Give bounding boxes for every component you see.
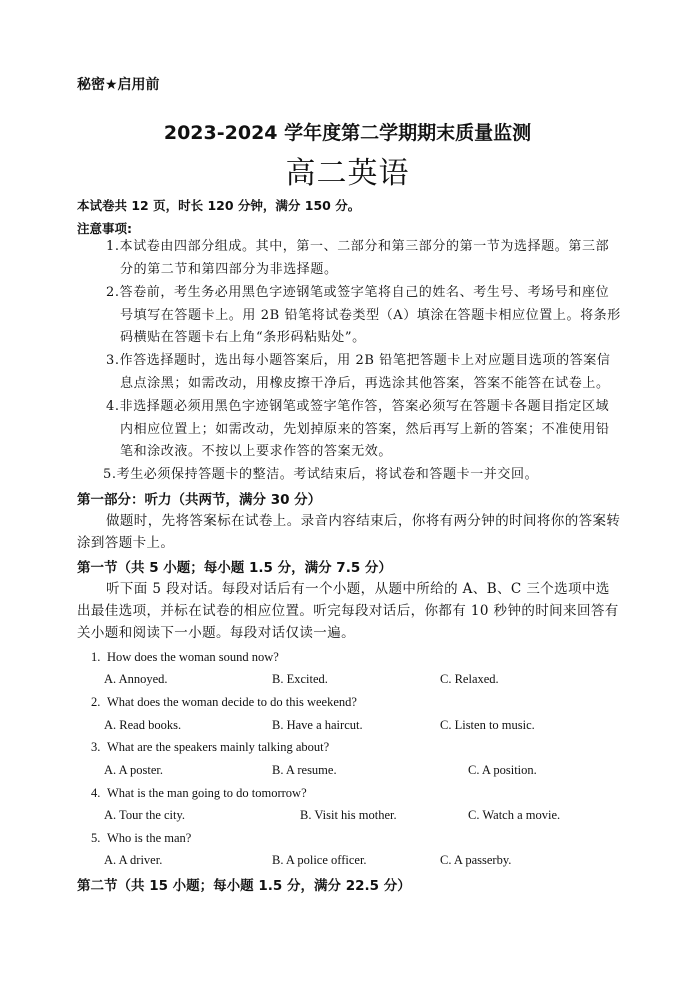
confidential-label: 秘密★启用前 (77, 77, 160, 93)
note-line: 2.答卷前，考生务必用黑色字迹钢笔或签字笔将自己的姓名、考生号、考场号和座位 (106, 285, 610, 300)
section2-heading: 第二节（共 15 小题；每小题 1.5 分，满分 22.5 分） (77, 878, 411, 894)
question-text: How does the woman sound now? (107, 650, 279, 664)
note-item-2 (106, 282, 621, 350)
section1-heading: 第一节（共 5 小题；每小题 1.5 分，满分 7.5 分） (77, 560, 392, 576)
question-text: What is the man going to do tomorrow? (107, 786, 307, 800)
question-number: 5. (91, 831, 101, 845)
notes-title: 注意事项: (77, 221, 132, 236)
question-5-option-a: A. A driver. (104, 853, 163, 867)
question-3-option-a: A. A poster. (104, 763, 164, 777)
part1-heading: 第一部分：听力（共两节，满分 30 分） (77, 492, 322, 508)
note-item-4 (106, 396, 621, 464)
exam-meta: 本试卷共 12 页，时长 120 分钟，满分 150 分。 (77, 198, 361, 213)
question-2-option-b: B. Have a haircut. (272, 718, 363, 732)
exam-title: 2023-2024 学年度第二学期期末质量监测 (163, 122, 532, 144)
question-1-option-a: A. Annoyed. (104, 672, 168, 686)
question-4-option-b: B. Visit his mother. (300, 808, 397, 822)
note-line: 息点涂黑；如需改动，用橡皮擦干净后，再选涂其他答案，答案不能答在试卷上。 (120, 375, 610, 391)
question-number: 2. (91, 695, 101, 709)
question-1-option-b: B. Excited. (272, 672, 328, 686)
section1-instruction: 听下面 5 段对话。每段对话后有一个小题，从题中所给的 A、B、C 三个选项中选出最佳选项，并标在试卷的相应位置。听完每段对话后，你都有 10 秒钟的时间来回答有关小题和阅读下一小题。每段对话仅读一遍。 (77, 581, 619, 641)
note-line: 4.非选择题必须用黑色字迹钢笔或签字笔作答，答案必须写在答题卡各题目指定区域 (106, 399, 610, 414)
subject-title: 高二英语 (285, 156, 410, 191)
question-2 (91, 695, 357, 710)
question-4-option-a: A. Tour the city. (104, 808, 186, 822)
note-line: 5.考生必须保持答题卡的整洁。考试结束后，将试卷和答题卡一并交回。 (103, 467, 539, 482)
note-item-5 (103, 464, 618, 487)
question-2-option-c: C. Listen to music. (440, 718, 535, 732)
note-line: 笔和涂改液。不按以上要求作答的答案无效。 (120, 444, 393, 459)
note-item-3 (106, 350, 621, 395)
question-3-option-c: C. A position. (468, 763, 537, 777)
question-5 (91, 831, 191, 846)
question-4-option-c: C. Watch a movie. (468, 808, 561, 822)
question-2-option-a: A. Read books. (104, 718, 182, 732)
note-line: 1.本试卷由四部分组成。其中，第一、二部分和第三部分的第一节为选择题。第三部 (106, 239, 610, 254)
note-item-1 (106, 236, 621, 281)
question-3 (91, 740, 329, 755)
question-number: 1. (91, 650, 101, 664)
note-line: 3.作答选择题时，选出每小题答案后，用 2B 铅笔把答题卡上对应题目选项的答案信 (106, 353, 611, 368)
question-text: Who is the man? (107, 831, 192, 845)
question-1-option-c: C. Relaxed. (440, 672, 499, 686)
note-line: 分的第二节和第四部分为非选择题。 (120, 261, 338, 277)
question-number: 3. (91, 740, 101, 754)
question-4 (91, 786, 307, 801)
question-3-option-b: B. A resume. (272, 763, 337, 777)
question-1 (91, 650, 279, 665)
question-5-option-c: C. A passerby. (440, 853, 512, 867)
part1-instruction: 做题时，先将答案标在试卷上。录音内容结束后，你将有两分钟的时间将你的答案转涂到答题卡上。 (77, 513, 621, 551)
note-line: 码横贴在答题卡右上角“条形码粘贴处”。 (120, 330, 366, 345)
question-5-option-b: B. A police officer. (272, 853, 367, 867)
note-line: 号填写在答题卡上。用 2B 铅笔将试卷类型（A）填涂在答题卡相应位置上。将条形 (120, 307, 621, 323)
note-line: 内相应位置上；如需改动，先划掉原来的答案，然后再写上新的答案；不准使用铅 (120, 421, 610, 437)
question-number: 4. (91, 786, 101, 800)
question-text: What does the woman decide to do this weekend? (107, 695, 357, 709)
question-text: What are the speakers mainly talking about? (107, 740, 330, 754)
